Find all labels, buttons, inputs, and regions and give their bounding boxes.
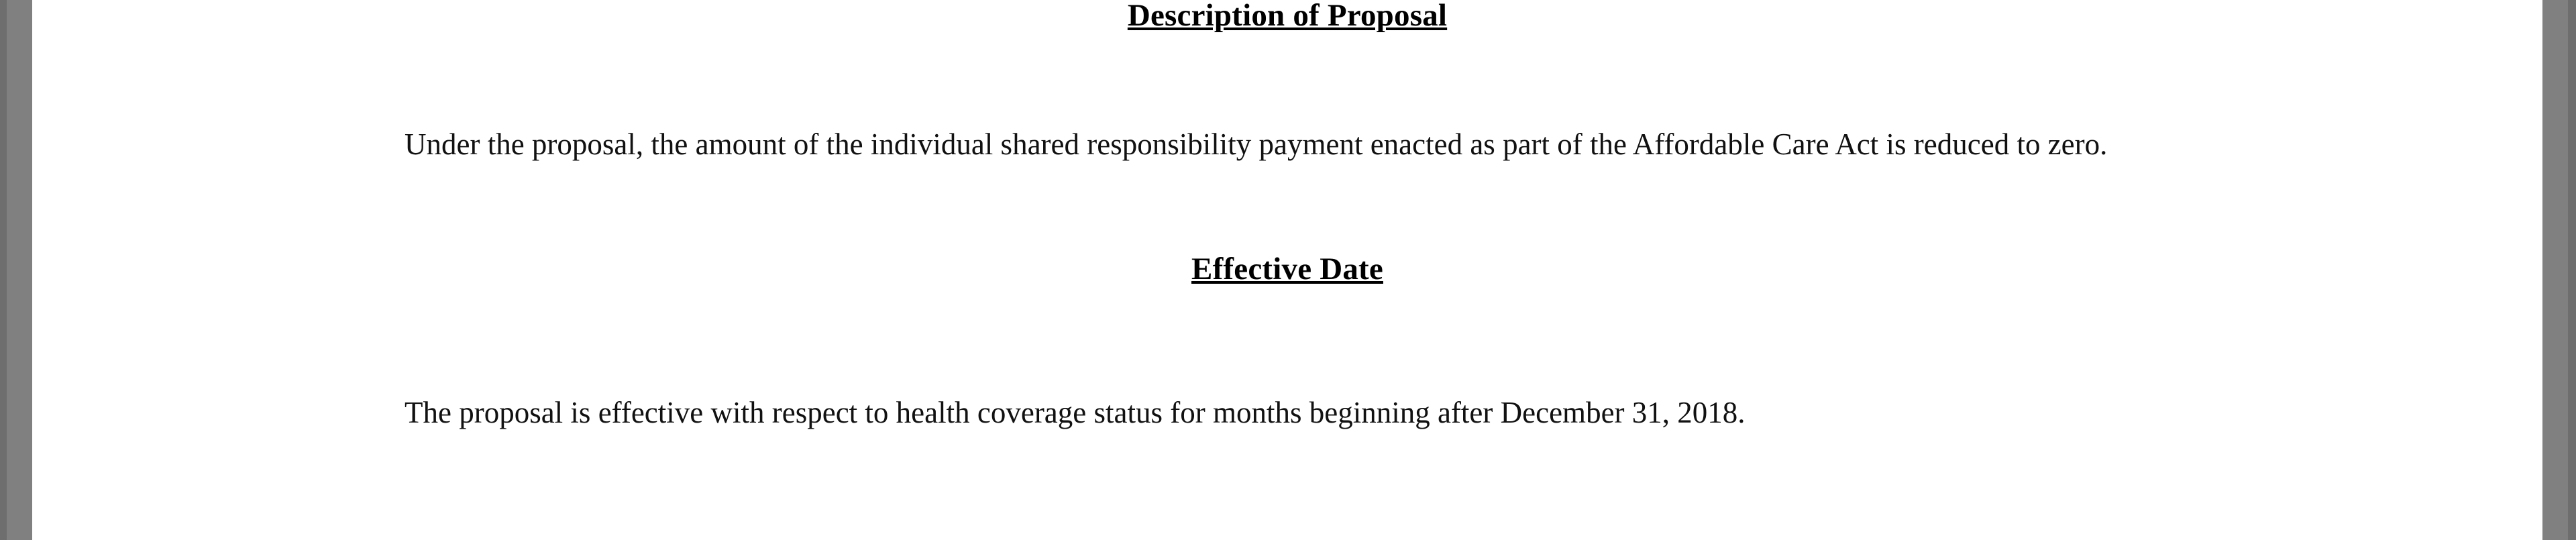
viewport-left-margin — [0, 0, 7, 540]
document-page — [32, 0, 2542, 540]
page-content — [32, 0, 2542, 540]
section-paragraph-text: Under the proposal, the amount of the individual shared responsibility payment enacted as part of the Affordable Care Act is reduced to zero. — [405, 127, 2108, 161]
section-2-heading-wrapper — [32, 254, 2542, 285]
section-heading-description-of-proposal: Description of Proposal — [1127, 0, 1448, 33]
viewport-right-margin — [2568, 0, 2576, 540]
section-paragraph-description-of-proposal — [337, 124, 2254, 165]
section-paragraph-effective-date — [337, 392, 2254, 433]
section-1-heading-wrapper — [32, 0, 2542, 32]
section-paragraph-text: The proposal is effective with respect to health coverage status for months beginning after December 31, 2018. — [405, 396, 1746, 429]
section-heading-effective-date: Effective Date — [1191, 252, 1383, 286]
section-1-paragraph-wrapper — [32, 94, 2542, 195]
section-2-paragraph-wrapper — [32, 362, 2542, 464]
